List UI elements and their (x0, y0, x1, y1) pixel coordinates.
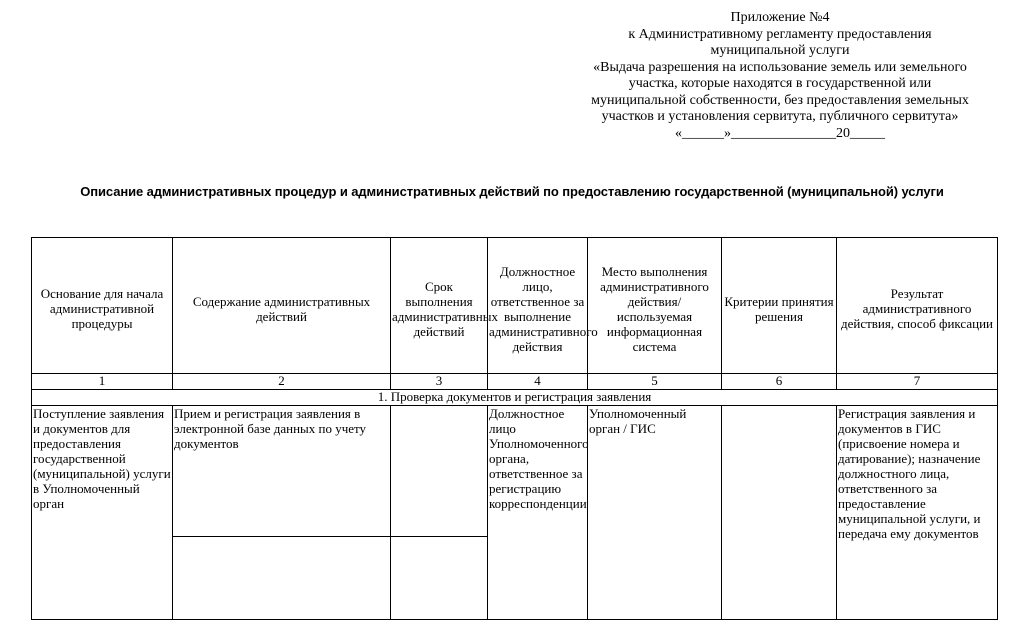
header-result: Результат административного действия, способ фиксации (837, 238, 998, 374)
section-title: 1. Проверка документов и регистрация заявления (32, 390, 998, 406)
appendix-line: к Административному регламенту предоставления (628, 26, 932, 42)
column-number: 2 (173, 374, 391, 390)
column-number: 5 (588, 374, 722, 390)
header-term: Срок выполнения административных действий (391, 238, 488, 374)
cell-term (391, 406, 488, 537)
header-content: Содержание административных действий (173, 238, 391, 374)
header-basis: Основание для начала административной процедуры (32, 238, 173, 374)
cell-term-empty (391, 537, 488, 620)
appendix-header (560, 10, 1000, 142)
appendix-line: участка, которые находятся в государственной или (628, 76, 932, 91)
table-header-row (32, 238, 998, 374)
appendix-line: муниципальной собственности, без предоставления земельных (591, 92, 969, 108)
column-number: 4 (488, 374, 588, 390)
cell-place: Уполномоченный орган / ГИС (588, 406, 722, 620)
header-criteria: Критерии принятия решения (722, 238, 837, 374)
column-number: 6 (722, 374, 837, 390)
appendix-line: Приложение №4 (730, 10, 830, 25)
appendix-line: муниципальной услуги (710, 43, 850, 58)
column-number-row (32, 374, 998, 390)
cell-content-empty (173, 537, 391, 620)
column-number: 1 (32, 374, 173, 390)
column-number: 7 (837, 374, 998, 390)
cell-official: Должностное лицо Уполномоченного органа, ответственное за регистрацию корреспонденции (488, 406, 588, 620)
table-row (32, 406, 998, 537)
section-row (32, 390, 998, 406)
header-official: Должностное лицо, ответственное за выполнение административного действия (488, 238, 588, 374)
cell-criteria (722, 406, 837, 620)
appendix-date-line: «______»_______________20_____ (675, 125, 885, 141)
cell-result: Регистрация заявления и документов в ГИС (присвоение номера и датирование); назначение должностного лица, ответственного за предоставление муниципальной услуги, и передача ему документов (837, 406, 998, 620)
appendix-line: участков и установления сервитута, публичного сервитута» (601, 109, 959, 124)
column-number: 3 (391, 374, 488, 390)
document-title: Описание административных процедур и административных действий по предоставлению государственной (муниципальной) услуги (80, 184, 944, 199)
header-place: Место выполнения административного действия/ используемая информационная система (588, 238, 722, 374)
cell-content: Прием и регистрация заявления в электронной базе данных по учету документов (173, 406, 391, 537)
procedures-table (31, 237, 998, 620)
appendix-line: «Выдача разрешения на использование земель или земельного (593, 59, 967, 75)
cell-basis: Поступление заявления и документов для предоставления государственной (муниципальной) услуги в Уполномоченный орган (32, 406, 173, 620)
